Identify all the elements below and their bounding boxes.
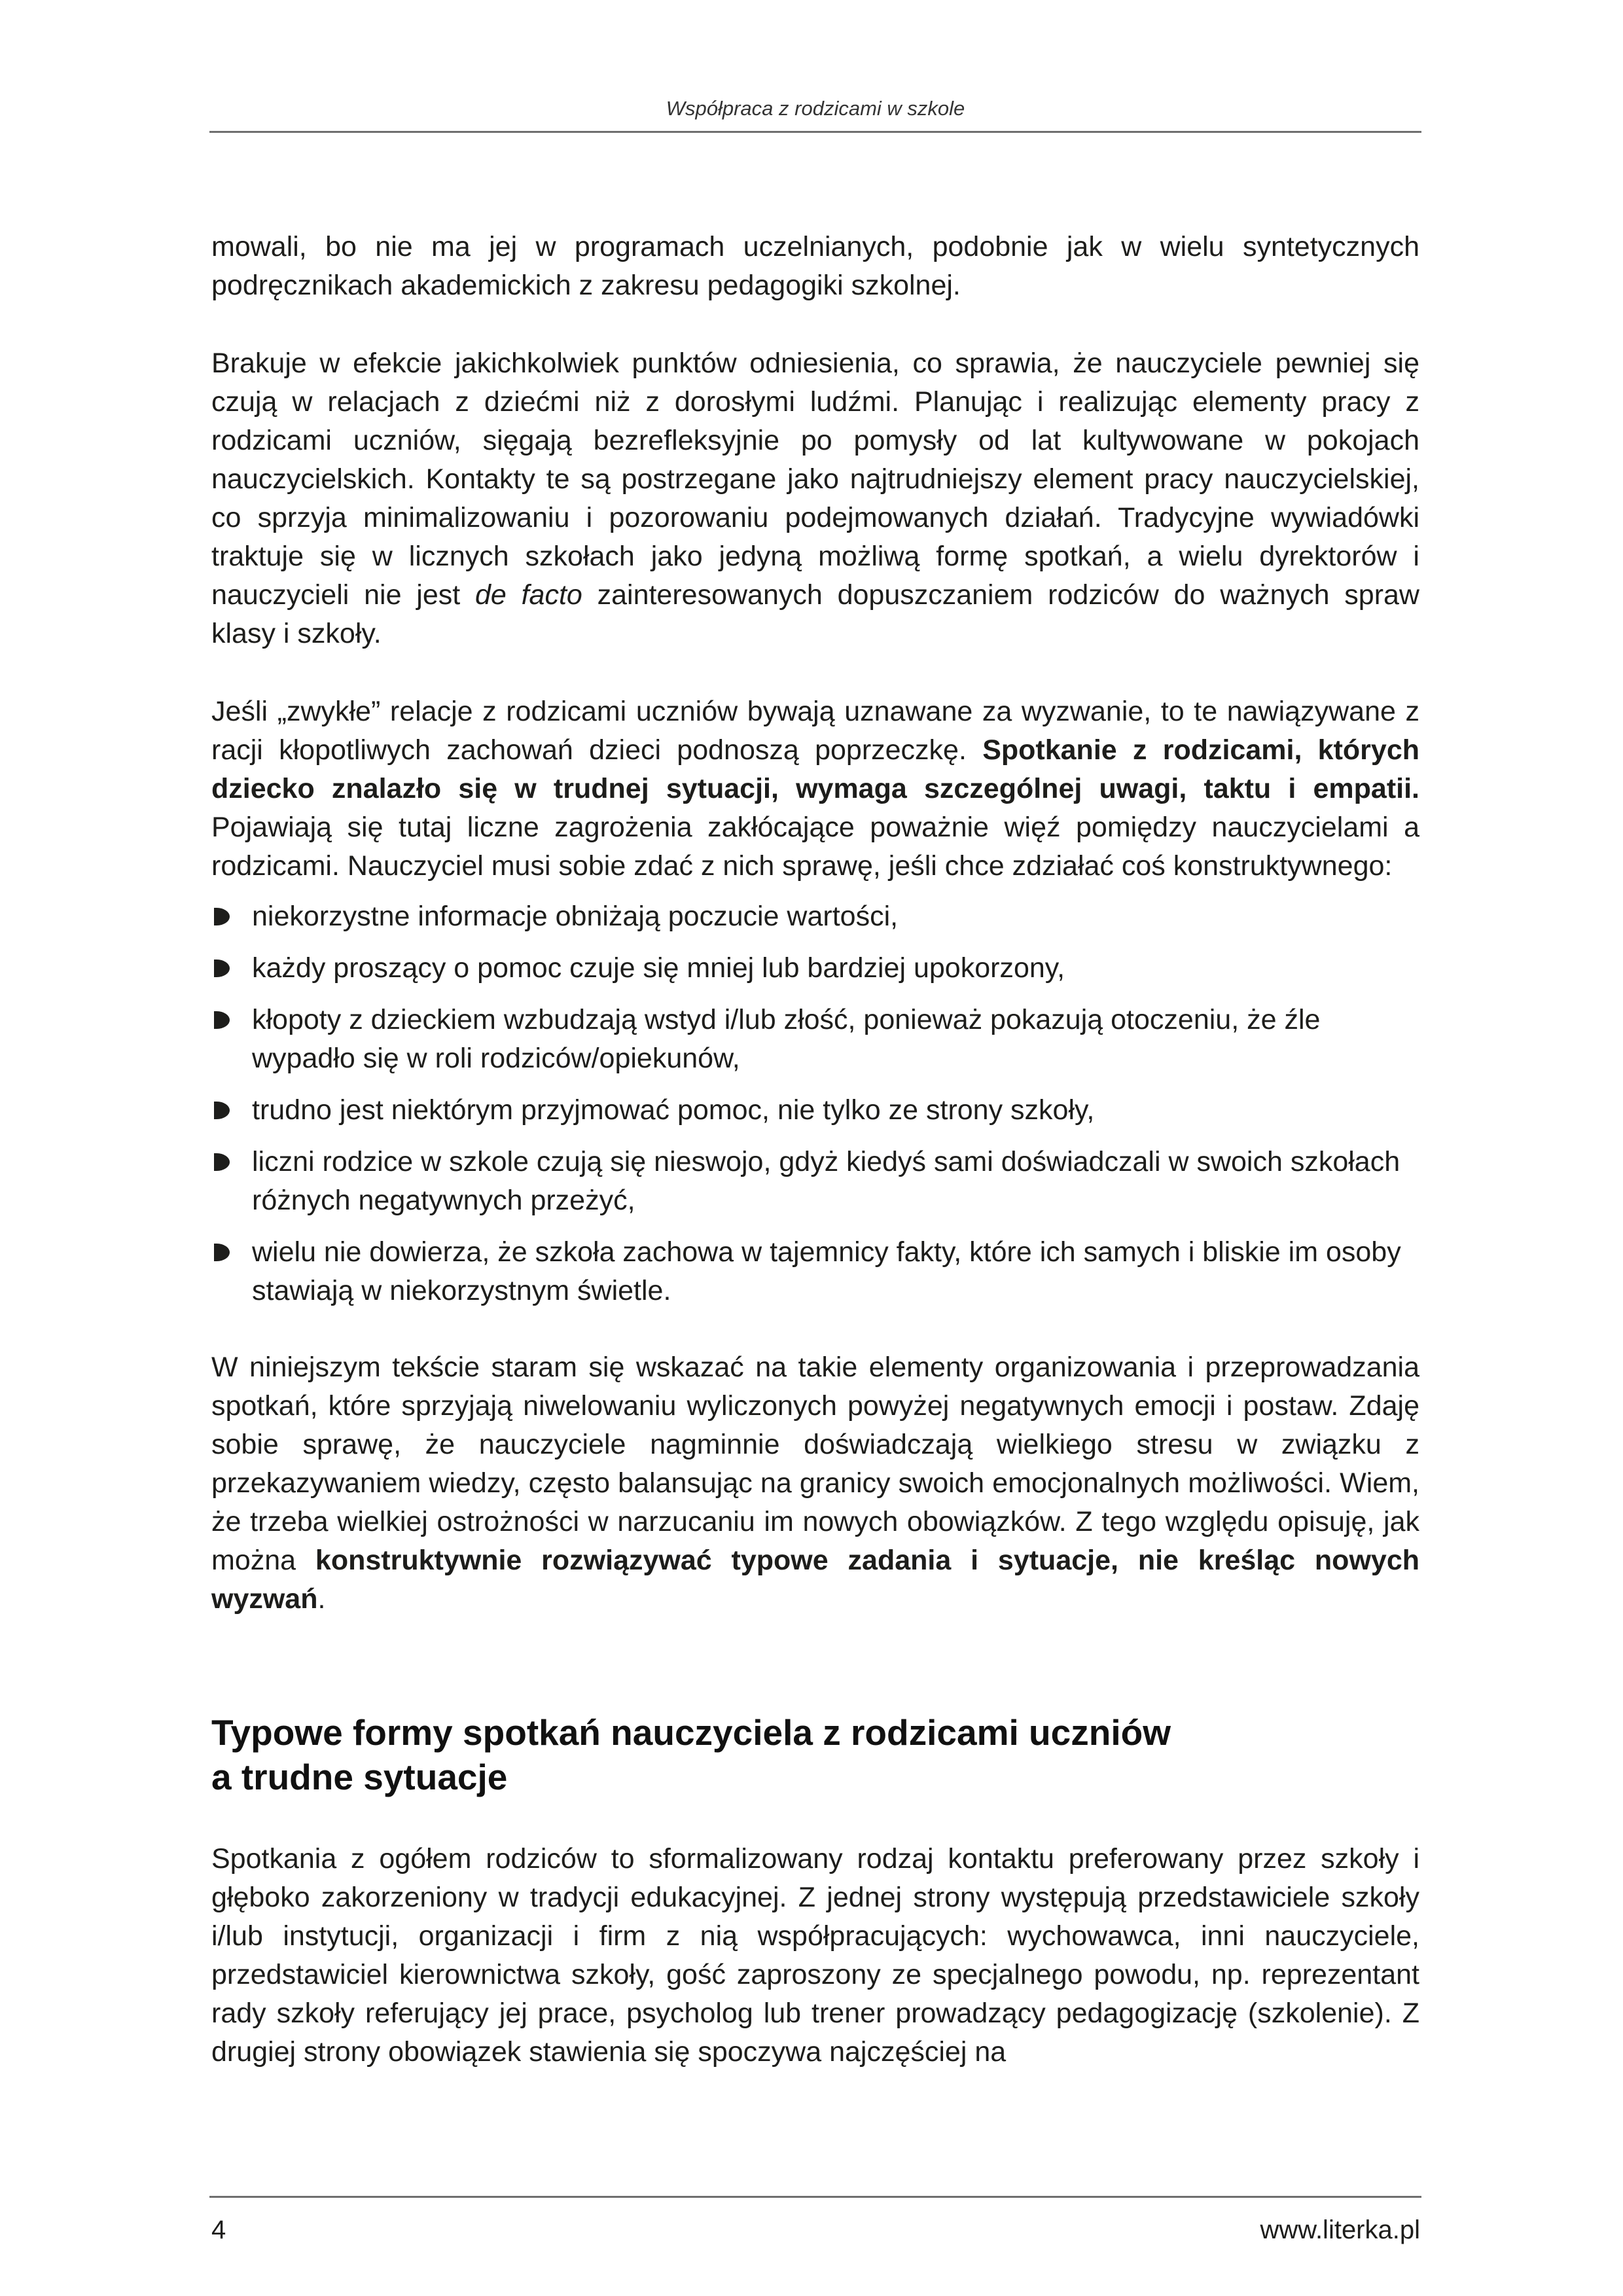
paragraph-4-text-b: .: [317, 1583, 326, 1615]
paragraph-2-italic: de facto: [474, 579, 582, 611]
section-heading-line-1: Typowe formy spotkań nauczyciela z rodzicami uczniów: [211, 1712, 1171, 1753]
section-heading: [211, 1710, 1419, 1799]
list-item-text: każdy proszący o pomoc czuje się mniej lub bardziej upokorzony,: [252, 952, 1065, 984]
paragraph-1: mowali, bo nie ma jej w programach uczelnianych, podobnie jak w wielu syntetycznych podręcznikach akademickich z zakresu pedagogiki szkolnej.: [211, 231, 1419, 301]
threats-list: [211, 897, 1419, 1310]
list-item-text: liczni rodzice w szkole czują się nieswojo, gdyż kiedyś sami doświadczali w swoich szkołach różnych negatywnych przeżyć,: [252, 1146, 1400, 1216]
list-item-text: kłopoty z dzieckiem wzbudzają wstyd i/lub złość, ponieważ pokazują otoczeniu, że źle wypadło się w roli rodziców/opiekunów,: [252, 1004, 1321, 1074]
bullet-icon: [214, 1153, 230, 1171]
paragraph-4-text-a: W niniejszym tekście staram się wskazać na takie elementy organizowania i przeprowadzania spotkań, które sprzyjają niwelowaniu wyliczonych powyżej negatywnych emocji i postaw. Zdaję sobie sprawę, że nauczyciele nagminnie doświadczają wielkiego stresu w związku z przekazywaniem wiedzy, często balansując na granicy swoich emocjonalnych możliwości. Wiem, że trzeba wielkiej ostrożności w narzucaniu im nowych obowiązków. Z tego względu opisuję, jak można: [211, 1352, 1419, 1576]
footer-rule: [209, 2196, 1421, 2198]
website-link[interactable]: www.literka.pl: [1260, 2215, 1420, 2244]
running-header: Współpraca z rodzicami w szkole: [666, 97, 965, 120]
list-item-text: wielu nie dowierza, że szkoła zachowa w tajemnicy fakty, które ich samych i bliskie im osoby stawiają w niekorzystnym świetle.: [252, 1236, 1401, 1306]
paragraph-3: [211, 692, 1419, 886]
bullet-icon: [214, 1244, 230, 1261]
paragraph-4-bold: konstruktywnie rozwiązywać typowe zadania i sytuacje, nie kreśląc nowych wyzwań: [211, 1545, 1419, 1615]
list-item-text: trudno jest niektórym przyjmować pomoc, nie tylko ze strony szkoły,: [252, 1094, 1095, 1126]
list-item: [211, 1001, 1419, 1078]
body-text: [211, 228, 1419, 2072]
paragraph-2: [211, 344, 1419, 653]
bullet-icon: [214, 1102, 230, 1119]
paragraph-5: Spotkania z ogółem rodziców to sformalizowany rodzaj kontaktu preferowany przez szkoły i głęboko zakorzeniony w tradycji edukacyjnej. Z jednej strony występują przedstawiciele szkoły i/lub instytucji, organizacji i firm z nią współpracujących: wychowawca, inni nauczyciele, przedstawiciel kierownictwa szkoły, gość zaproszony ze specjalnego powodu, np. reprezentant rady szkoły referujący jej prace, psycholog lub trener prowadzący pedagogizację (szkolenie). Z drugiej strony obowiązek stawienia się spoczywa najczęściej na: [211, 1843, 1419, 2068]
list-item: [211, 949, 1419, 988]
list-item: [211, 1091, 1419, 1130]
list-item-text: niekorzystne informacje obniżają poczucie wartości,: [252, 901, 899, 932]
paragraph-3-text-a: Jeśli „zwykłe” relacje z rodzicami uczniów bywają uznawane za wyzwanie, to te nawiązywane z racji kłopotliwych zachowań dzieci podnoszą poprzeczkę.: [211, 696, 1419, 766]
paragraph-2-text-b: zainteresowanych dopuszczaniem rodziców do ważnych spraw klasy i szkoły.: [211, 579, 1419, 649]
list-item: [211, 1233, 1419, 1310]
list-item: [211, 1143, 1419, 1220]
section-heading-line-2: a trudne sytuacje: [211, 1757, 508, 1797]
list-item: [211, 897, 1419, 936]
bullet-icon: [214, 908, 230, 925]
header-rule: [209, 131, 1421, 133]
paragraph-2-text-a: Brakuje w efekcie jakichkolwiek punktów odniesienia, co sprawia, że nauczyciele pewniej się czują w relacjach z dziećmi niż z dorosłymi ludźmi. Planując i realizując elementy pracy z rodzicami uczniów, sięgają bezrefleksyjnie po pomysły od lat kultywowane w pokojach nauczycielskich. Kontakty te są postrzegane jako najtrudniejszy element pracy nauczycielskiej, co sprzyja minimalizowaniu i pozorowaniu podejmowanych działań. Tradycyjne wywiadówki traktuje się w licznych szkołach jako jedyną możliwą formę spotkań, a wielu dyrektorów i nauczycieli nie jest: [211, 348, 1419, 611]
paragraph-3-bold: Spotkanie z rodzicami, których dziecko znalazło się w trudnej sytuacji, wymaga szczególnej uwagi, taktu i empatii.: [211, 734, 1419, 804]
bullet-icon: [214, 1011, 230, 1029]
paragraph-4: [211, 1348, 1419, 1619]
bullet-icon: [214, 960, 230, 977]
page-number: 4: [211, 2215, 226, 2244]
paragraph-3-text-b: Pojawiają się tutaj liczne zagrożenia zakłócające poważnie więź pomiędzy nauczycielami a rodzicami. Nauczyciel musi sobie zdać z nich sprawę, jeśli chce zdziałać coś konstruktywnego:: [211, 812, 1419, 882]
